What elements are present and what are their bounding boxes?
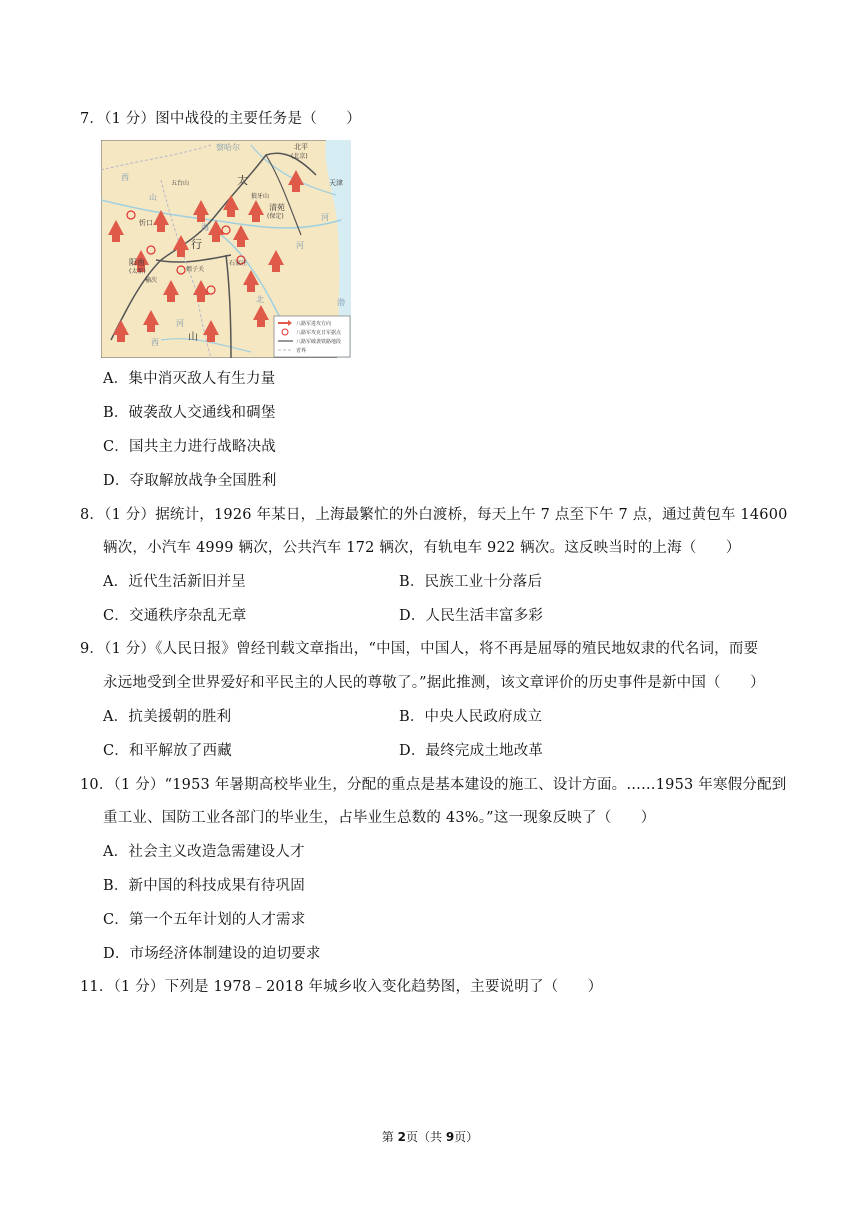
q8-option-b[interactable]: B．民族工业十分落后 <box>399 574 543 590</box>
question-9-stem-line-2: 永远地受到全世界爱好和平民主的人民的尊敬了。”据此推测，该文章评价的历史事件是新中国（ ） <box>103 675 765 691</box>
map-label-niangziguan: 娘子关 <box>186 266 205 273</box>
q10-option-a[interactable]: A．社会主义改造急需建设人才 <box>103 844 305 860</box>
map-label-bohai: 渤 <box>337 298 345 307</box>
map-label-shan-left: 山 <box>149 193 157 202</box>
q7-option-a[interactable]: A．集中消灭敌人有生力量 <box>103 371 276 387</box>
q8-option-c[interactable]: C．交通秩序杂乱无章 <box>103 608 247 624</box>
map-label-tai: 太 <box>237 174 248 187</box>
legend-railway: 八路军破袭铁路地段 <box>296 339 342 345</box>
question-10-stem-line-1: 10．（1 分）“1953 年暑期高校毕业生，分配的重点是基本建设的施工、设计方面。……1953 年寒假分配到 <box>80 777 787 793</box>
q7-option-d[interactable]: D．夺取解放战争全国胜利 <box>103 473 277 489</box>
map-legend <box>274 316 350 357</box>
map-label-taiyuan: (太原) <box>129 268 146 275</box>
map-label-shan: 山 <box>188 332 198 343</box>
legend-captured: 八路军攻克日军据点 <box>296 330 342 336</box>
question-9-stem-line-1: 9．（1 分）《人民日报》曾经刊载文章指出，“中国，中国人，将不再是屈辱的殖民地奴隶的代名词，而要 <box>80 641 759 657</box>
map-label-he-3: 河 <box>176 319 184 328</box>
q7-option-c[interactable]: C．国共主力进行战略决战 <box>103 439 276 455</box>
map-label-he-1: 河 <box>321 213 329 222</box>
legend-attack: 八路军进攻方向 <box>296 321 332 327</box>
footer-total-pages: 9 <box>445 1130 455 1144</box>
map-label-qingyuan: 清苑 <box>269 203 285 212</box>
map-label-tianjin: 天津 <box>329 179 343 187</box>
map-label-beiping: 北平 <box>294 143 308 151</box>
map-label-he-2: 河 <box>296 241 304 250</box>
map-label-hai: 海 <box>201 223 209 232</box>
map-label-baoding: (保定) <box>267 213 284 220</box>
legend-border: 省界 <box>296 348 307 354</box>
map-label-xinkou: 忻口 <box>139 219 153 227</box>
q9-option-d[interactable]: D．最终完成土地改革 <box>399 743 544 759</box>
page-footer <box>0 1128 860 1145</box>
q10-option-b[interactable]: B．新中国的科技成果有待巩固 <box>103 878 305 894</box>
q7-option-b[interactable]: B．破袭敌人交通线和碉堡 <box>103 405 276 421</box>
footer-page-number: 2 <box>397 1130 406 1144</box>
q8-option-d[interactable]: D．人民生活丰富多彩 <box>399 608 544 624</box>
map-label-xi-bottom: 西 <box>151 338 159 347</box>
footer-suffix: 页） <box>454 1130 479 1144</box>
q9-option-a[interactable]: A．抗美援朝的胜利 <box>103 709 232 725</box>
question-8-stem-line-1: 8．（1 分）据统计，1926 年某日，上海最繁忙的外白渡桥，每天上午 7 点至下午 7 点，通过黄包车 14600 <box>80 507 788 523</box>
question-8-stem-line-2: 辆次，小汽车 4999 辆次，公共汽车 172 辆次，有轨电车 922 辆次。这反映当时的上海（ ） <box>103 540 741 556</box>
map-label-shijiazhuang: 石家庄 <box>229 260 248 267</box>
map-label-yangqu: 阳曲 <box>129 258 145 267</box>
q10-option-d[interactable]: D．市场经济体制建设的迫切要求 <box>103 946 321 962</box>
map-label-langyashan: 狼牙山 <box>251 193 270 200</box>
map-label-xi-left: 西 <box>121 173 129 182</box>
battle-map <box>101 140 351 358</box>
map-label-beijing: (北京) <box>291 153 308 160</box>
question-7-stem: 7．（1 分）图中战役的主要任务是（ ） <box>80 111 362 127</box>
footer-prefix: 第 <box>381 1130 398 1144</box>
q10-option-c[interactable]: C．第一个五年计划的人才需求 <box>103 912 306 928</box>
map-label-hang: 行 <box>191 238 202 251</box>
question-10-stem-line-2: 重工业、国防工业各部门的毕业生，占毕业生总数的 43%。”这一现象反映了（ ） <box>103 810 656 826</box>
footer-middle: 页（共 <box>405 1130 446 1144</box>
map-label-chahaer: 察哈尔 <box>216 143 240 152</box>
q8-option-a[interactable]: A．近代生活新旧并呈 <box>103 574 246 590</box>
q9-option-c[interactable]: C．和平解放了西藏 <box>103 743 232 759</box>
map-label-yuci: 榆次 <box>145 277 158 284</box>
question-11-stem: 11．（1 分）下列是 1978﹣2018 年城乡收入变化趋势图，主要说明了（ ） <box>80 979 603 995</box>
map-label-wutaishan: 五台山 <box>171 180 190 187</box>
q9-option-b[interactable]: B．中央人民政府成立 <box>399 709 543 725</box>
map-label-bei: 北 <box>256 295 264 304</box>
